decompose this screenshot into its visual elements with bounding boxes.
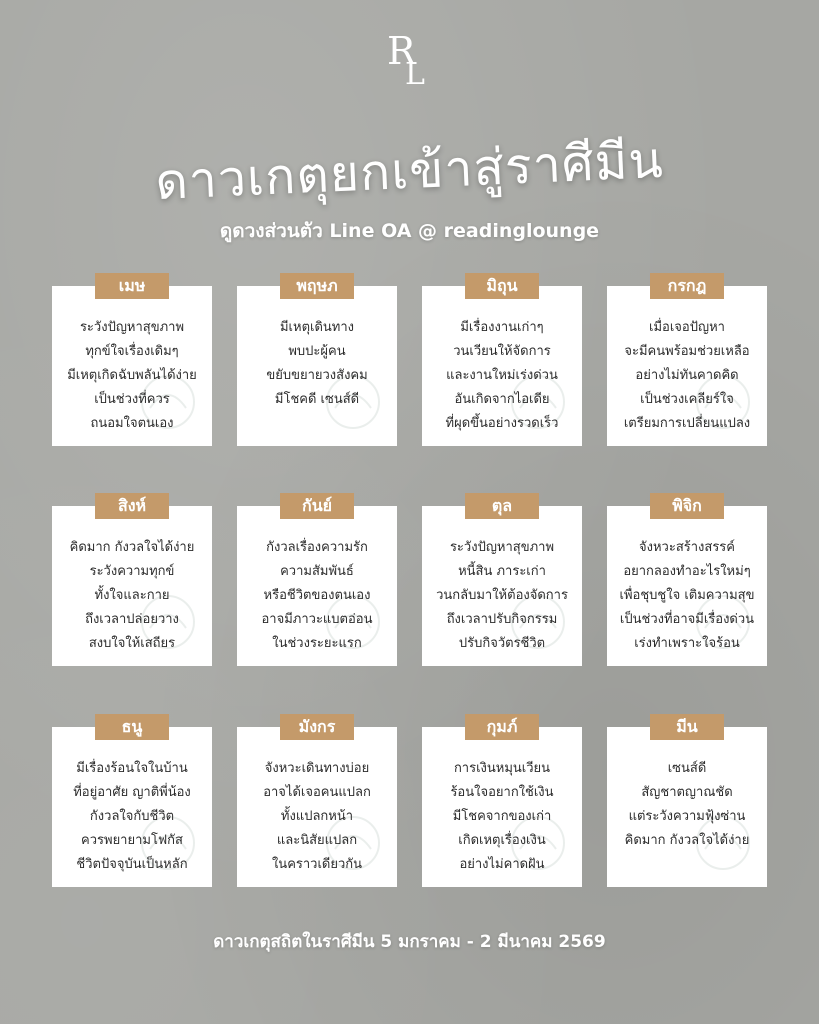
forecast-line: คิดมาก กังวลใจได้ง่าย [624, 833, 750, 848]
zodiac-forecast [56, 536, 208, 658]
zodiac-card [607, 276, 767, 446]
zodiac-sign-label: มิถุน [465, 273, 539, 299]
zodiac-forecast [611, 316, 763, 438]
forecast-line: กังวลใจกับชีวิต [89, 809, 175, 824]
forecast-line: การเงินหมุนเวียน [453, 761, 551, 776]
forecast-line: ชีวิตปัจจุบันเป็นหลัก [76, 857, 188, 872]
forecast-line: ถึงเวลาปรับกิจกรรม [446, 612, 558, 627]
forecast-line: วนกลับมาให้ต้องจัดการ [436, 588, 568, 603]
zodiac-sign-label: มังกร [280, 714, 354, 740]
svg-text:L: L [404, 57, 425, 92]
forecast-line: จังหวะเดินทางบ่อย [264, 761, 370, 776]
zodiac-forecast [611, 536, 763, 658]
forecast-line: สงบใจให้เสถียร [88, 636, 176, 651]
forecast-line: จะมีคนพร้อมช่วยเหลือ [624, 344, 750, 359]
zodiac-sign-label: เมษ [95, 273, 169, 299]
forecast-line: ทั้งใจและกาย [94, 588, 170, 603]
zodiac-card [422, 496, 582, 666]
zodiac-card [52, 496, 212, 666]
forecast-line: เร่งทำเพราะใจร้อน [634, 636, 740, 651]
forecast-line: ทุกข์ใจเรื่องเดิมๆ [85, 344, 179, 359]
zodiac-card [237, 496, 397, 666]
forecast-line: ระวังปัญหาสุขภาพ [79, 320, 185, 335]
forecast-line: ถนอมใจตนเอง [90, 416, 174, 431]
zodiac-forecast [241, 536, 393, 658]
forecast-line: อย่างไม่คาดฝัน [459, 857, 545, 872]
forecast-line: อยากลองทำอะไรใหม่ๆ [623, 564, 751, 579]
forecast-line: และนิสัยแปลก [276, 833, 358, 848]
zodiac-card [237, 276, 397, 446]
forecast-line: ในช่วงระยะแรก [272, 636, 362, 651]
forecast-line: ที่ผุดขึ้นอย่างรวดเร็ว [445, 416, 559, 431]
forecast-line: เป็นช่วงที่อาจมีเรื่องด่วน [619, 612, 755, 627]
zodiac-card [422, 276, 582, 446]
zodiac-sign-label: พฤษภ [280, 273, 354, 299]
forecast-line: มีโชคดี เซนส์ดี [274, 392, 360, 407]
zodiac-sign-label: ธนู [95, 714, 169, 740]
forecast-line: คิดมาก กังวลใจได้ง่าย [69, 540, 195, 555]
zodiac-card [607, 717, 767, 887]
forecast-line: มีเหตุเกิดฉับพลันได้ง่าย [67, 368, 197, 383]
forecast-line: สัญชาตญาณชัด [641, 785, 733, 800]
forecast-line: มีโชคจากของเก่า [452, 809, 552, 824]
zodiac-forecast [426, 536, 578, 658]
svg-text:R: R [386, 29, 416, 73]
forecast-line: ขยับขยายวงสังคม [266, 368, 368, 383]
zodiac-card [52, 276, 212, 446]
forecast-line: วนเวียนให้จัดการ [453, 344, 551, 359]
forecast-line: ร้อนใจอยากใช้เงิน [450, 785, 554, 800]
forecast-line: ถึงเวลาปล่อยวาง [85, 612, 179, 627]
zodiac-forecast [426, 316, 578, 438]
forecast-line: ที่อยู่อาศัย ญาติพี่น้อง [73, 785, 191, 800]
zodiac-card [422, 717, 582, 887]
zodiac-forecast [611, 757, 763, 879]
forecast-line: อาจมีภาวะแบตอ่อน [261, 612, 373, 627]
forecast-line: ระวังปัญหาสุขภาพ [449, 540, 555, 555]
zodiac-sign-label: สิงห์ [95, 493, 169, 519]
forecast-line: จังหวะสร้างสรรค์ [639, 540, 735, 555]
zodiac-forecast [56, 757, 208, 879]
forecast-line: ในคราวเดียวกัน [271, 857, 363, 872]
zodiac-sign-label: กุมภ์ [465, 714, 539, 740]
page-title: ดาวเกตุยกเข้าสู่ราศีมีน [154, 130, 665, 212]
forecast-line: พบปะผู้คน [288, 344, 346, 359]
zodiac-sign-label: มีน [650, 714, 724, 740]
forecast-line: ปรับกิจวัตรชีวิต [458, 636, 546, 651]
zodiac-sign-label: พิจิก [650, 493, 724, 519]
forecast-line: มีเรื่องร้อนใจในบ้าน [76, 761, 188, 776]
forecast-line: ความสัมพันธ์ [280, 564, 354, 579]
zodiac-sign-label: ตุล [465, 493, 539, 519]
zodiac-forecast [56, 316, 208, 438]
zodiac-forecast [241, 757, 393, 879]
forecast-line: และงานใหม่เร่งด่วน [446, 368, 558, 383]
forecast-line: อย่างไม่ทันคาดคิด [635, 368, 739, 383]
forecast-line: เป็นช่วงเคลียร์ใจ [640, 392, 734, 407]
forecast-line: มีเหตุเดินทาง [279, 320, 354, 335]
forecast-line: เพื่อชุบชูใจ เติมความสุข [619, 588, 755, 603]
forecast-line: เตรียมการเปลี่ยนแปลง [623, 416, 751, 431]
forecast-line: เซนส์ดี [667, 761, 707, 776]
forecast-line: ทั้งแปลกหน้า [280, 809, 354, 824]
forecast-line: เมื่อเจอปัญหา [649, 320, 725, 335]
forecast-line: มีเรื่องงานเก่าๆ [460, 320, 544, 335]
subtitle-line-oa: ดูดวงส่วนตัว Line OA @ readinglounge [219, 220, 600, 242]
forecast-line: แต่ระวังความฟุ้งซ่าน [628, 809, 746, 824]
forecast-line: ควรพยายามโฟกัส [81, 833, 183, 848]
zodiac-forecast [241, 316, 393, 438]
zodiac-card [52, 717, 212, 887]
forecast-line: อาจได้เจอคนแปลก [263, 785, 371, 800]
forecast-line: เกิดเหตุเรื่องเงิน [458, 833, 546, 848]
forecast-line: ระวังความทุกข์ [89, 564, 175, 579]
forecast-line: กังวลเรื่องความรัก [266, 540, 368, 555]
forecast-line: อันเกิดจากไอเดีย [454, 392, 550, 407]
zodiac-forecast [426, 757, 578, 879]
zodiac-card [237, 717, 397, 887]
zodiac-sign-label: กันย์ [280, 493, 354, 519]
footer-date-range: ดาวเกตุสถิตในราศีมีน 5 มกราคม - 2 มีนาคม 2569 [213, 932, 606, 952]
zodiac-sign-label: กรกฎ [650, 273, 724, 299]
zodiac-card [607, 496, 767, 666]
forecast-line: เป็นช่วงที่ควร [94, 392, 170, 407]
forecast-line: หนี้สิน ภาระเก่า [458, 564, 546, 579]
forecast-line: หรือชีวิตของตนเอง [263, 588, 371, 603]
